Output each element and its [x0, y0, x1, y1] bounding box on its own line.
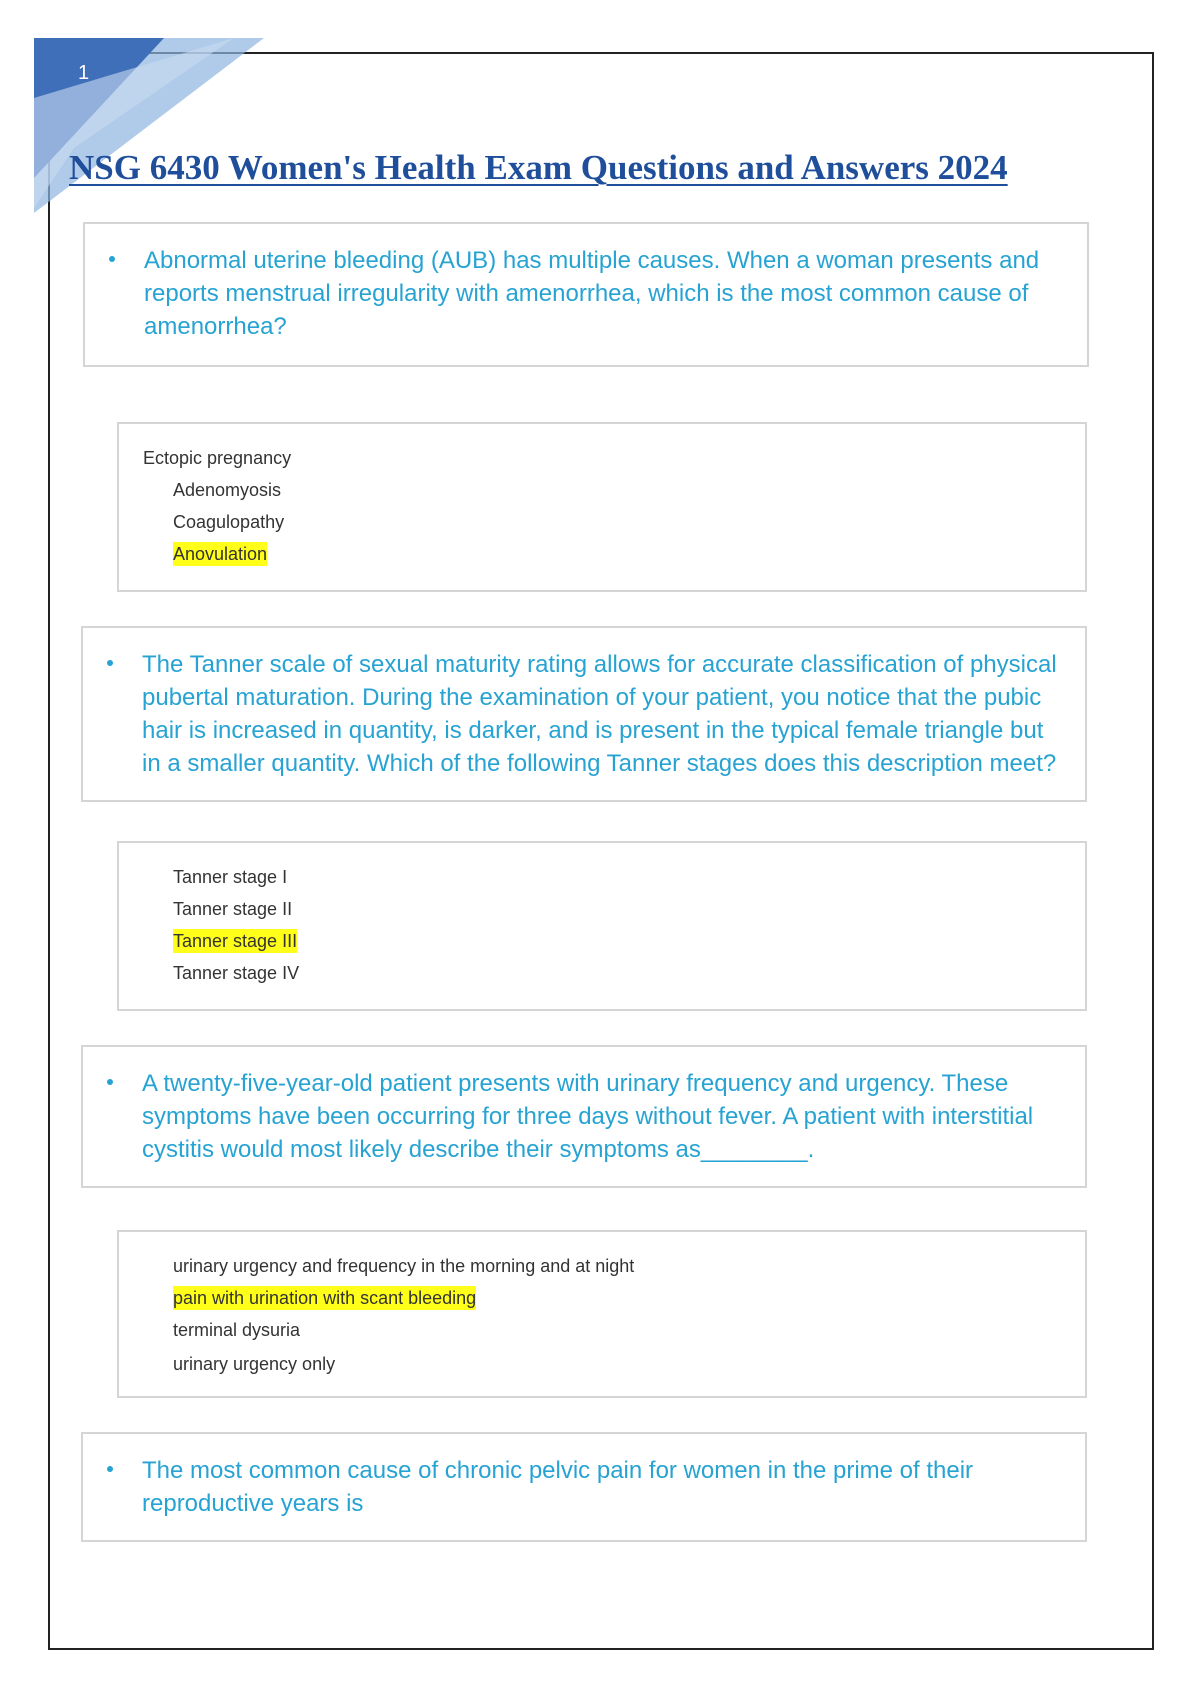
- page-number: 1: [78, 62, 90, 84]
- answer-option: urinary urgency only: [173, 1354, 336, 1374]
- answer-option: Coagulopathy: [173, 512, 285, 532]
- bullet-icon: [107, 1466, 113, 1472]
- answer-option: urinary urgency and frequency in the morning and at night: [173, 1256, 635, 1276]
- question-box-3: [81, 1045, 1087, 1188]
- question-text: Abnormal uterine bleeding (AUB) has multiple causes. When a woman presents and reports menstrual irregularity with amenorrhea, which is the most common cause of amenorrhea?: [144, 247, 1040, 340]
- document-title: NSG 6430 Women's Health Exam Questions and Answers 2024: [69, 148, 1008, 187]
- answer-option: terminal dysuria: [173, 1320, 301, 1340]
- question-text: The Tanner scale of sexual maturity rating allows for accurate classification of physical pubertal maturation. During the examination of your patient, you notice that the pubic hair is increased in quantity, is darker, and is present in the typical female triangle but in a smaller quantity. Which of the following Tanner stages does this description meet?: [142, 651, 1057, 777]
- answer-option-highlighted: pain with urination with scant bleeding: [173, 1288, 477, 1308]
- answer-option: Ectopic pregnancy: [143, 448, 292, 468]
- corner-decoration: [34, 38, 264, 218]
- bullet-icon: [107, 1079, 113, 1085]
- answer-option: Adenomyosis: [173, 480, 282, 500]
- question-text: A twenty-five-year-old patient presents with urinary frequency and urgency. These symptoms have been occurring for three days without fever. A patient with interstitial cystitis would most likely describe their symptoms as________.: [142, 1070, 1034, 1163]
- answer-box-3: [117, 1230, 1087, 1398]
- question-box-2: [81, 626, 1087, 802]
- answer-box-2: [117, 841, 1087, 1011]
- question-box-4: [81, 1432, 1087, 1542]
- question-box-1: [83, 222, 1089, 367]
- answer-option: Tanner stage II: [173, 899, 293, 919]
- answer-option: Tanner stage IV: [173, 963, 300, 983]
- question-text: The most common cause of chronic pelvic pain for women in the prime of their reproductive years is: [142, 1457, 974, 1517]
- answer-box-1: [117, 422, 1087, 592]
- bullet-icon: [107, 660, 113, 666]
- answer-option-highlighted: Tanner stage III: [173, 931, 298, 951]
- bullet-icon: [109, 256, 115, 262]
- answer-option-highlighted: Anovulation: [173, 544, 268, 564]
- answer-option: Tanner stage I: [173, 867, 288, 887]
